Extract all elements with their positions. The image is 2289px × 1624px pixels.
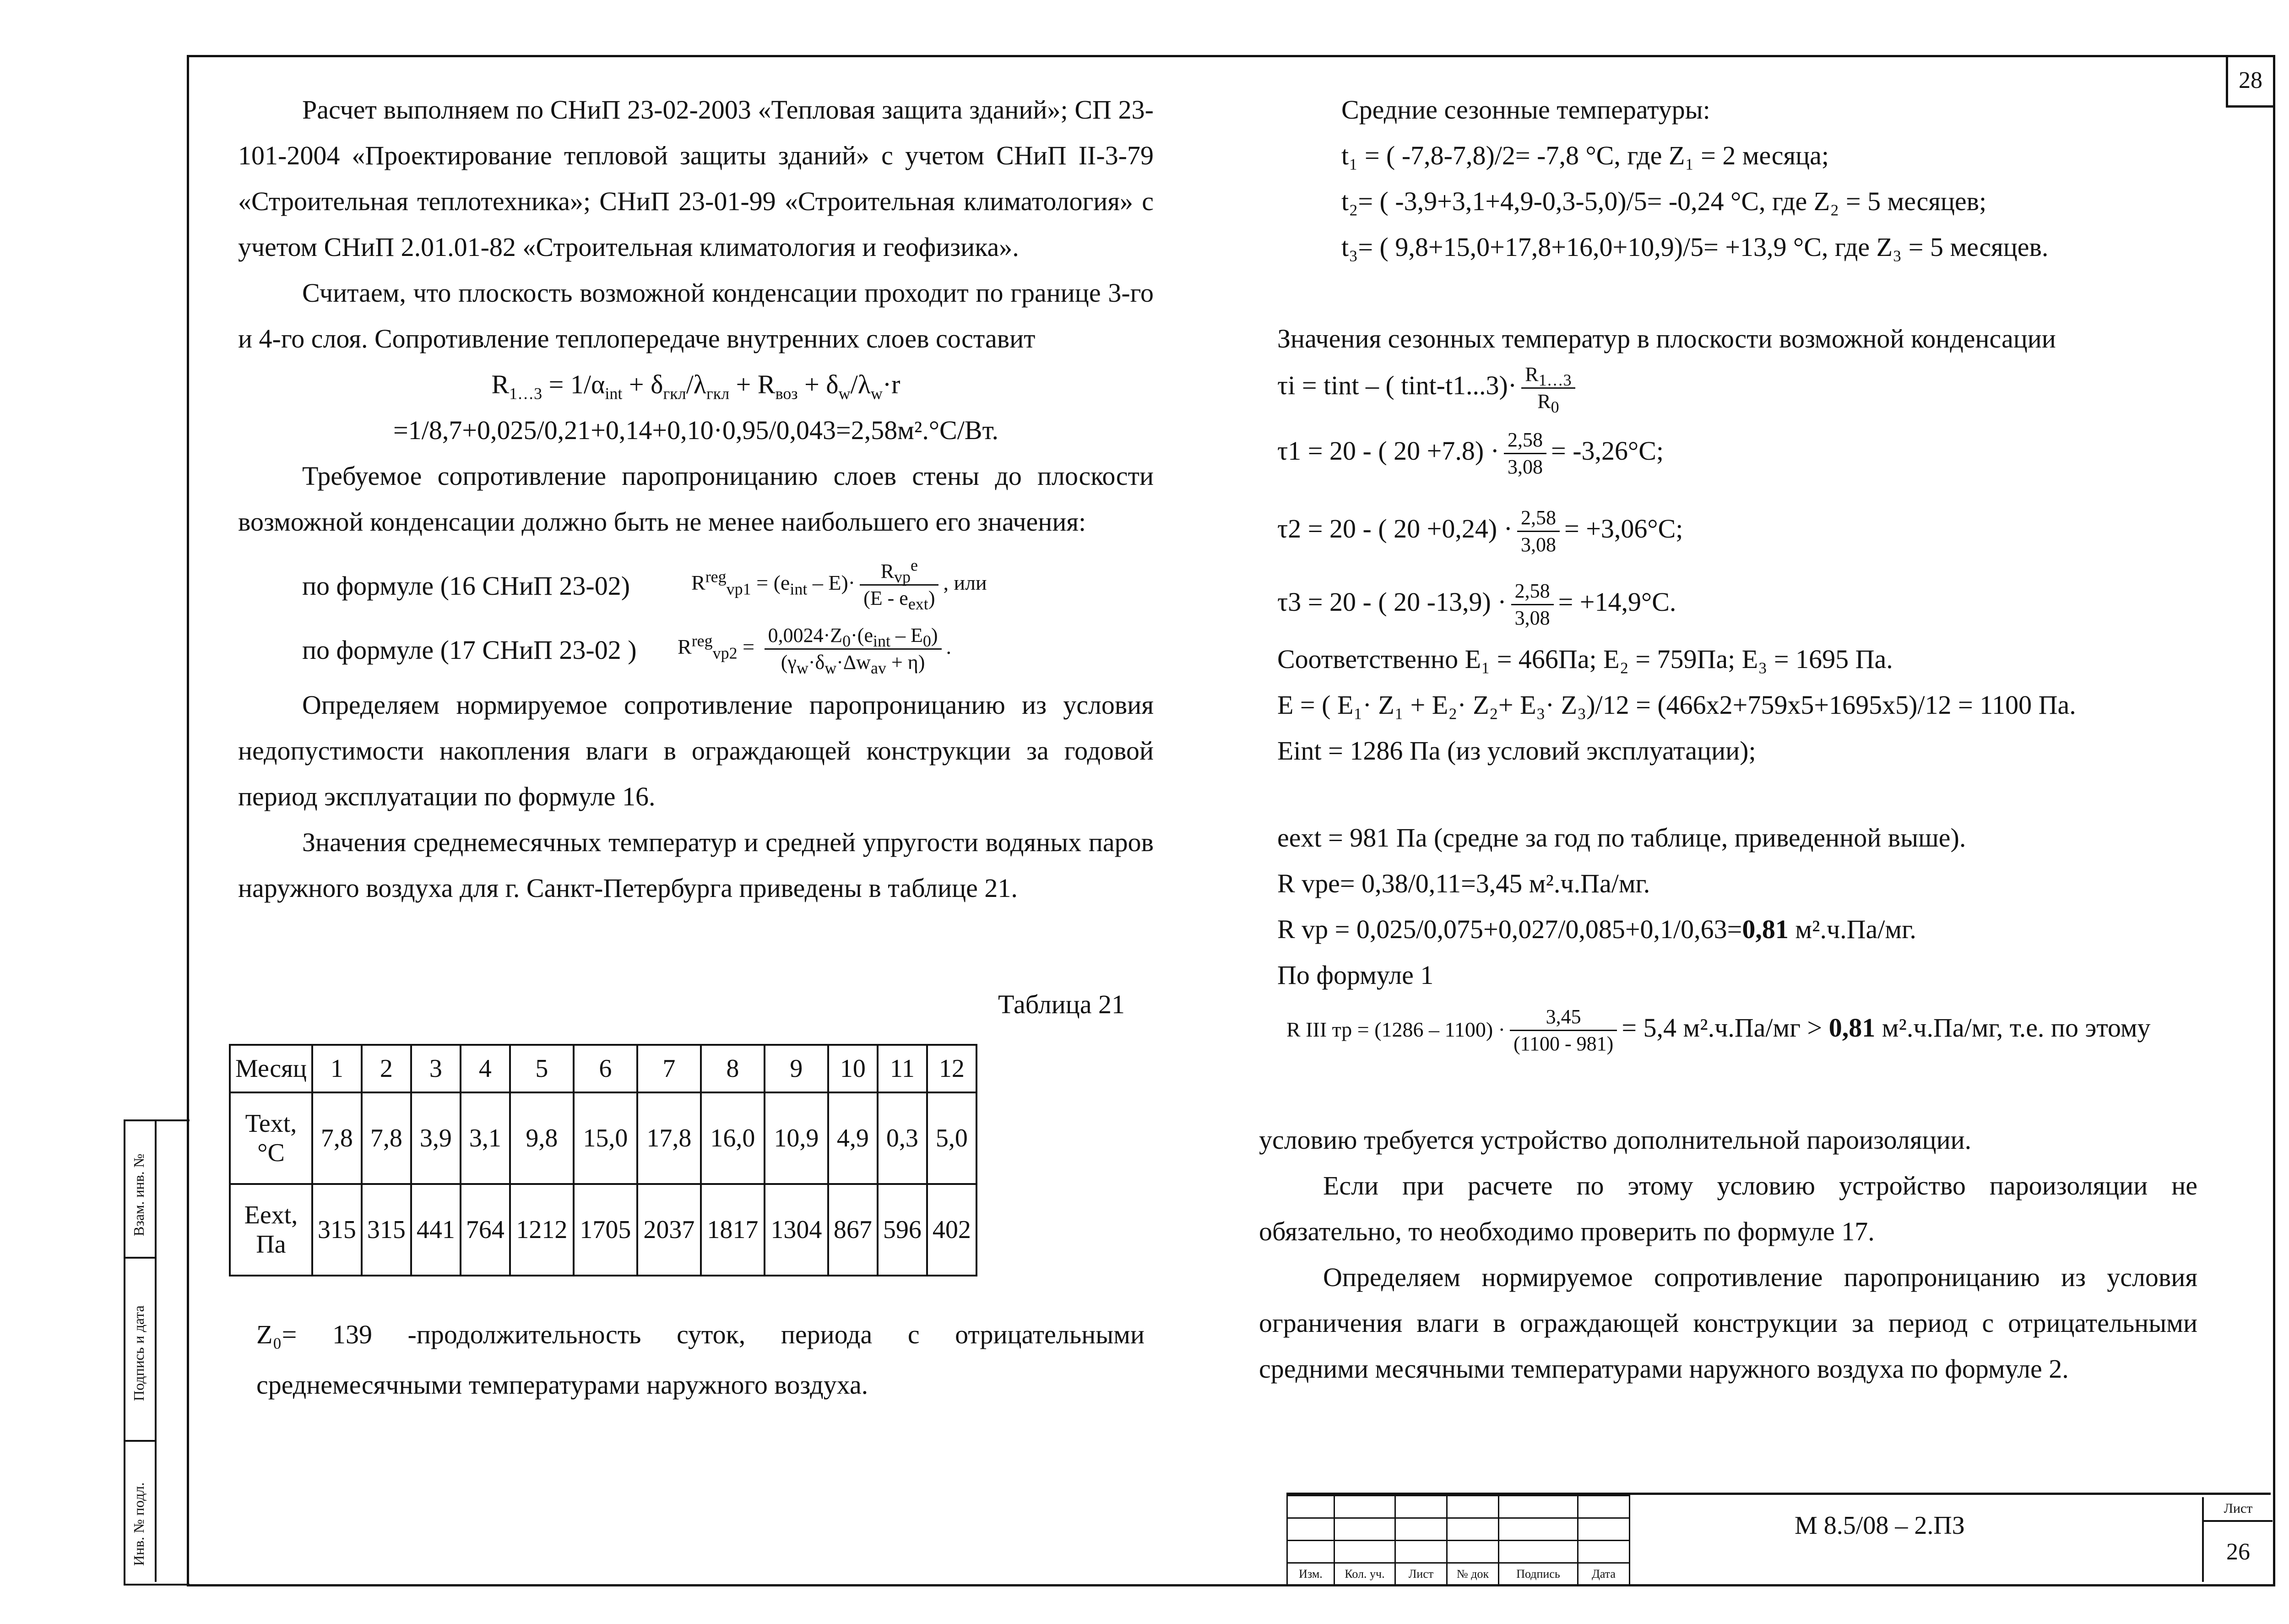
z0-text: 139 -продолжительность суток, периода с отрицательными среднемесячными температурами наружного воздуха. bbox=[256, 1320, 1144, 1400]
rvp: R vp = 0,025/0,075+0,027/0,085+0,1/0,63=0,81 м².ч.Па/мг. bbox=[1277, 914, 1916, 944]
table-cell: 8 bbox=[701, 1045, 765, 1092]
sheet-box bbox=[2202, 1497, 2273, 1582]
table-cell: 315 bbox=[362, 1184, 411, 1276]
table-cell: 0,3 bbox=[878, 1092, 927, 1184]
formula-16: $R^{reg}_{vp1} = (e_{int} - E)\cdot$ $\frac{R_{vp}^e}{(E - e_{ext})}$ , или bbox=[691, 556, 987, 613]
table-cell: 4,9 bbox=[828, 1092, 878, 1184]
table-cell: 3,9 bbox=[411, 1092, 461, 1184]
table-cell: 17,8 bbox=[637, 1092, 701, 1184]
rvp-e: R vpe= 0,38/0,11=3,45 м².ч.Па/мг. bbox=[1277, 869, 1650, 898]
z0-label: Z₀= bbox=[256, 1320, 297, 1349]
table-cell: 1817 bbox=[701, 1184, 765, 1276]
paragraph-condensation: Считаем, что плоскость возможной конденсации проходит по границе 3-го и 4-го слоя. Сопротивление теплопередаче внутренних слоев составит bbox=[238, 278, 1154, 353]
formula-r13: $R_{1\dots 3} = 1/\alpha_{int} + \delta_{гкл}/\lambda_{гкл} + R_{воз} + \delta_w/\lambda_w\cdot r$ bbox=[491, 369, 900, 403]
table-row bbox=[230, 1045, 976, 1092]
paragraph-required: Требуемое сопротивление паропроницанию слоев стены до плоскости возможной конденсации должно быть не менее наибольшего его значения: bbox=[238, 461, 1154, 537]
table-cell: 7 bbox=[637, 1045, 701, 1092]
table-row bbox=[230, 1092, 976, 1184]
formula-r13-value: =1/8,7+0,025/0,21+0,14+0,10·0,95/0,043=2,58м².°С/Вт. bbox=[393, 415, 998, 445]
e-values: Соответственно E₁ = 466Па; E₂ = 759Па; E₃ = 1695 Па. bbox=[1277, 644, 1893, 674]
table-cell: 15,0 bbox=[574, 1092, 637, 1184]
table-cell: 867 bbox=[828, 1184, 878, 1276]
table-cell: 3,1 bbox=[461, 1092, 510, 1184]
table-cell: 2 bbox=[362, 1045, 411, 1092]
left-column bbox=[238, 87, 1154, 911]
by-formula-1: По формуле 1 bbox=[1277, 960, 1434, 990]
paragraph-formula16: Определяем нормируемое сопротивление паропроницанию из условия недопустимости накопления влаги в ограждающей конструкции за годовой период эксплуатации по формуле 16. bbox=[238, 690, 1154, 811]
stamp-col: № док bbox=[1447, 1563, 1499, 1586]
seasonal-t3: t₃= ( 9,8+15,0+17,8+16,0+10,9)/5= +13,9 °С, где Z₃ = 5 месяцев. bbox=[1341, 232, 2049, 262]
formula-17-line bbox=[238, 614, 1154, 682]
stamp-col: Кол. уч. bbox=[1334, 1563, 1395, 1586]
table-cell: 2037 bbox=[637, 1184, 701, 1276]
sheet-number: 26 bbox=[2226, 1539, 2250, 1565]
table-cell: 10 bbox=[828, 1045, 878, 1092]
table-cell: 1 bbox=[312, 1045, 362, 1092]
table-cell: 764 bbox=[461, 1184, 510, 1276]
table-cell: 10,9 bbox=[765, 1092, 828, 1184]
sheet-label: Лист bbox=[2204, 1497, 2273, 1522]
table-cell: 16,0 bbox=[701, 1092, 765, 1184]
stamp-col: Лист bbox=[1395, 1563, 1447, 1586]
right-column bbox=[1277, 87, 2220, 1058]
side-label-sign-date: Подпись и дата bbox=[130, 1305, 147, 1401]
row-label-text: Text, °C bbox=[230, 1092, 312, 1184]
seasonal-heading: Средние сезонные температуры: bbox=[1341, 95, 1710, 125]
tau-1: τ1 = 20 - ( 20 +7.8) · $\frac{2,58}{3,08}$ = -3,26°С; bbox=[1277, 412, 2220, 490]
table-cell: 5 bbox=[510, 1045, 574, 1092]
table-cell: 315 bbox=[312, 1184, 362, 1276]
table-cell: 12 bbox=[927, 1045, 976, 1092]
table-cell: 596 bbox=[878, 1184, 927, 1276]
formula-16-label: по формуле (16 СНиП 23-02) bbox=[302, 571, 630, 601]
table-cell: 5,0 bbox=[927, 1092, 976, 1184]
e-mean: E = ( E₁· Z₁ + E₂· Z₂+ E₃· Z₃)/12 = (466x2+759x5+1695x5)/12 = 1100 Па. bbox=[1277, 690, 2076, 720]
table-cell: 441 bbox=[411, 1184, 461, 1276]
e-ext: eext = 981 Па (средне за год по таблице, приведенной выше). bbox=[1277, 823, 1966, 853]
stamp-col: Изм. bbox=[1287, 1563, 1334, 1586]
table-cell: Месяц bbox=[230, 1045, 312, 1092]
table-row bbox=[230, 1184, 976, 1276]
tau-3: τ3 = 20 - ( 20 -13,9) · $\frac{2,58}{3,08}$ = +14,9°С. bbox=[1277, 568, 2220, 636]
table-cell: 9 bbox=[765, 1045, 828, 1092]
table-21 bbox=[229, 1044, 977, 1276]
formula-17: $R^{reg}_{vp2}$ = $\frac{0,0024\cdot Z_0\cdot(e_{int} - E_0)}{(\gamma_w\cdot\delta_w\cdot\Delta w_{av} + \eta)}$ . bbox=[678, 623, 951, 675]
seasonal-t2: t₂= ( -3,9+3,1+4,9-0,3-5,0)/5= -0,24 °С, где Z₂ = 5 месяцев; bbox=[1341, 186, 1987, 216]
paragraph-formula2: Определяем нормируемое сопротивление паропроницанию из условия ограничения влаги в ограждающей конструкции за период с отрицательными средними месячными температурами наружного воздуха по формуле 2. bbox=[1259, 1262, 2197, 1384]
stamp-col: Дата bbox=[1578, 1563, 1630, 1586]
row-label-eext: Eext, Па bbox=[230, 1184, 312, 1276]
side-label-replace-inv: Взам. инв. № bbox=[130, 1153, 147, 1236]
title-block bbox=[1286, 1493, 2271, 1584]
z0-paragraph bbox=[256, 1309, 1144, 1410]
tau-2: τ2 = 20 - ( 20 +0,24) · $\frac{2,58}{3,08}$ = +3,06°С; bbox=[1277, 490, 2220, 568]
table-cell: 1304 bbox=[765, 1184, 828, 1276]
table-cell: 1212 bbox=[510, 1184, 574, 1276]
formula-16-line bbox=[238, 545, 1154, 614]
paragraph-table-ref: Значения среднемесячных температур и средней упругости водяных паров наружного воздуха для г. Санкт-Петербурга приведены в таблице 21. bbox=[238, 827, 1154, 903]
paragraph-if: Если при расчете по этому условию устройство пароизоляции не обязательно, то необходимо проверить по формуле 17. bbox=[1259, 1171, 2197, 1246]
r3-continuation: условию требуется устройство дополнительной пароизоляции. bbox=[1259, 1125, 1972, 1155]
table-cell: 4 bbox=[461, 1045, 510, 1092]
paragraph-norms: Расчет выполняем по СНиП 23-02-2003 «Тепловая защита зданий»; СП 23-101-2004 «Проектирование тепловой защиты зданий» с учетом СНиП II-3-79 «Строительная теплотехника»; СНиП 23-01-99 «Строительная климатология» с учетом СНиП 2.01.01-82 «Строительная климатология и геофизика». bbox=[238, 95, 1154, 262]
seasonal-t1: t₁ = ( -7,8-7,8)/2= -7,8 °С, где Z₁ = 2 месяца; bbox=[1341, 141, 1829, 170]
table-cell: 7,8 bbox=[362, 1092, 411, 1184]
table-cell: 6 bbox=[574, 1045, 637, 1092]
right-lower-text bbox=[1259, 1117, 2197, 1392]
e-int: Eint = 1286 Па (из условий эксплуатации); bbox=[1277, 736, 1756, 766]
formula-16-tail: , или bbox=[943, 571, 987, 595]
table-cell: 1705 bbox=[574, 1184, 637, 1276]
condensation-heading: Значения сезонных температур в плоскости возможной конденсации bbox=[1277, 324, 2056, 353]
side-label-inv-orig: Инв. № подл. bbox=[130, 1482, 147, 1566]
document-code: М 8.5/08 – 2.ПЗ bbox=[1795, 1511, 1965, 1540]
revision-table bbox=[1286, 1495, 1630, 1586]
corner-page-number: 28 bbox=[2226, 55, 2273, 108]
r3-formula: R III тр = (1286 – 1100) · $\frac{3,45}{(1100 - 981)}$ = 5,4 м².ч.Па/мг > 0,81 м².ч.Па/мг, т.е. по этому bbox=[1277, 998, 2220, 1058]
table-cell: 9,8 bbox=[510, 1092, 574, 1184]
stamp-col: Подпись bbox=[1499, 1563, 1578, 1586]
table-cell: 11 bbox=[878, 1045, 927, 1092]
formula-17-label: по формуле (17 СНиП 23-02 ) bbox=[302, 635, 637, 665]
table-cell: 3 bbox=[411, 1045, 461, 1092]
table-cell: 7,8 bbox=[312, 1092, 362, 1184]
table-cell: 402 bbox=[927, 1184, 976, 1276]
table-caption: Таблица 21 bbox=[998, 989, 1125, 1019]
tau-general: τi = tint – ( tint-t1...3)· $\frac{R_{1\dots 3}}{R_0}$ bbox=[1277, 362, 2220, 412]
